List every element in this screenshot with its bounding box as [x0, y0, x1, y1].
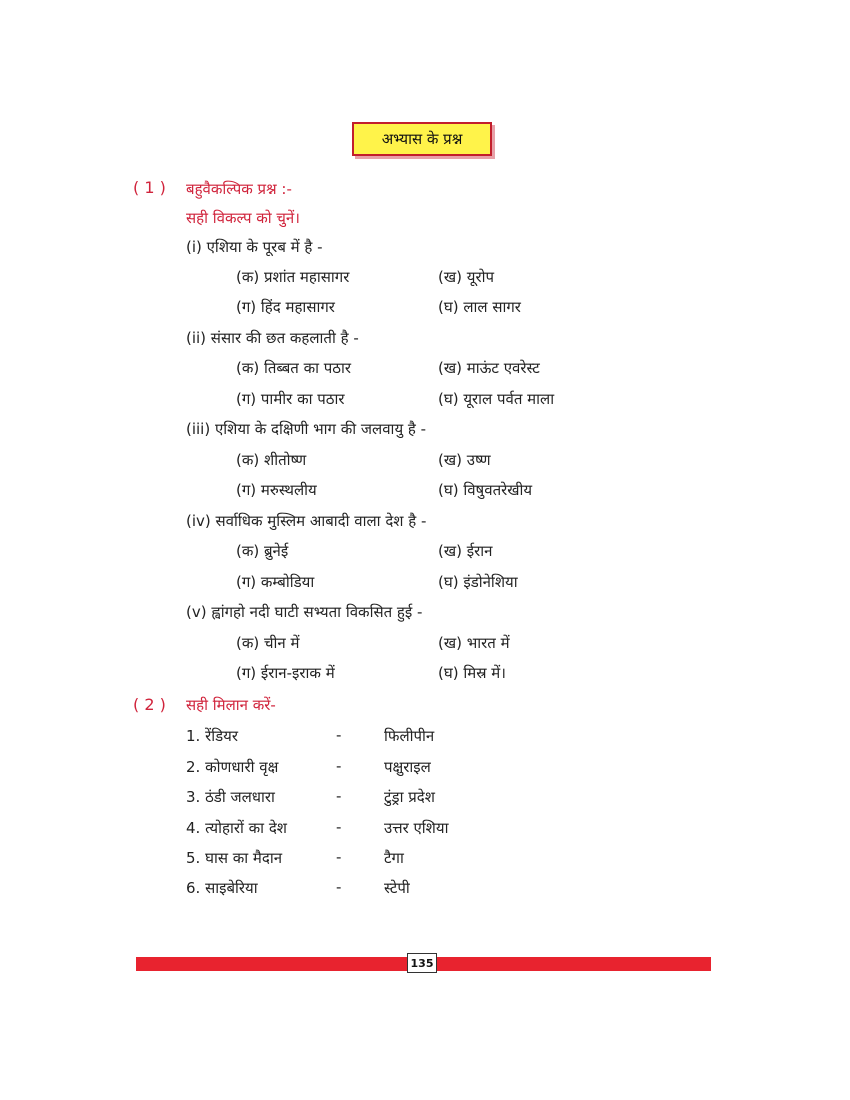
- match-dash-4: -: [336, 818, 342, 836]
- section1-heading: बहुवैकल्पिक प्रश्न :-: [186, 180, 292, 198]
- match-right-3: टुंड्रा प्रदेश: [384, 788, 435, 806]
- match-right-2: पक्षुराइल: [384, 758, 431, 776]
- match-left-1: 1. रेंडियर: [186, 727, 238, 745]
- q1-option-a: (क) प्रशांत महासागर: [236, 268, 350, 286]
- q4-option-d: (घ) इंडोनेशिया: [438, 573, 518, 591]
- q2-option-b: (ख) माऊंट एवरेस्ट: [438, 359, 540, 377]
- q2-option-d: (घ) यूराल पर्वत माला: [438, 390, 555, 408]
- q4-option-c: (ग) कम्बोडिया: [236, 573, 315, 591]
- q5-option-c: (ग) ईरान-इराक में: [236, 664, 335, 682]
- match-dash-6: -: [336, 878, 342, 896]
- match-left-4: 4. त्योहारों का देश: [186, 819, 287, 837]
- question-1: (i) एशिया के पूरब में है -: [186, 238, 323, 256]
- q4-option-a: (क) ब्रुनेई: [236, 542, 289, 560]
- match-dash-5: -: [336, 848, 342, 866]
- question-5: (v) ह्वांगहो नदी घाटी सभ्यता विकसित हुई -: [186, 603, 423, 621]
- section2-heading: सही मिलान करें-: [186, 696, 276, 714]
- q3-option-b: (ख) उष्ण: [438, 451, 491, 469]
- match-right-6: स्टेपी: [384, 879, 410, 897]
- match-right-4: उत्तर एशिया: [384, 819, 449, 837]
- match-left-5: 5. घास का मैदान: [186, 849, 283, 867]
- match-dash-2: -: [336, 757, 342, 775]
- match-dash-1: -: [336, 726, 342, 744]
- section2-number: ( 2 ): [133, 695, 166, 714]
- q2-option-a: (क) तिब्बत का पठार: [236, 359, 352, 377]
- question-3: (iii) एशिया के दक्षिणी भाग की जलवायु है -: [186, 420, 427, 438]
- q4-option-b: (ख) ईरान: [438, 542, 493, 560]
- q3-option-d: (घ) विषुवतरेखीय: [438, 481, 533, 499]
- q5-option-a: (क) चीन में: [236, 634, 300, 652]
- q3-option-a: (क) शीतोष्ण: [236, 451, 307, 469]
- match-right-1: फिलीपीन: [384, 727, 435, 745]
- match-dash-3: -: [336, 787, 342, 805]
- match-left-3: 3. ठंडी जलधारा: [186, 788, 275, 806]
- q3-option-c: (ग) मरुस्थलीय: [236, 481, 317, 499]
- q5-option-d: (घ) मिस्र में।: [438, 664, 506, 682]
- q1-option-b: (ख) यूरोप: [438, 268, 494, 286]
- q2-option-c: (ग) पामीर का पठार: [236, 390, 345, 408]
- question-2: (ii) संसार की छत कहलाती है -: [186, 329, 359, 347]
- section1-instruction: सही विकल्प को चुनें।: [186, 209, 300, 227]
- q5-option-b: (ख) भारत में: [438, 634, 510, 652]
- page-number: 135: [407, 953, 437, 973]
- question-4: (iv) सर्वाधिक मुस्लिम आबादी वाला देश है -: [186, 512, 427, 530]
- match-left-2: 2. कोणधारी वृक्ष: [186, 758, 279, 776]
- section1-number: ( 1 ): [133, 178, 166, 197]
- match-right-5: टैगा: [384, 849, 404, 867]
- page-title: अभ्यास के प्रश्न: [352, 122, 492, 156]
- match-left-6: 6. साइबेरिया: [186, 879, 258, 897]
- q1-option-d: (घ) लाल सागर: [438, 298, 521, 316]
- q1-option-c: (ग) हिंद महासागर: [236, 298, 335, 316]
